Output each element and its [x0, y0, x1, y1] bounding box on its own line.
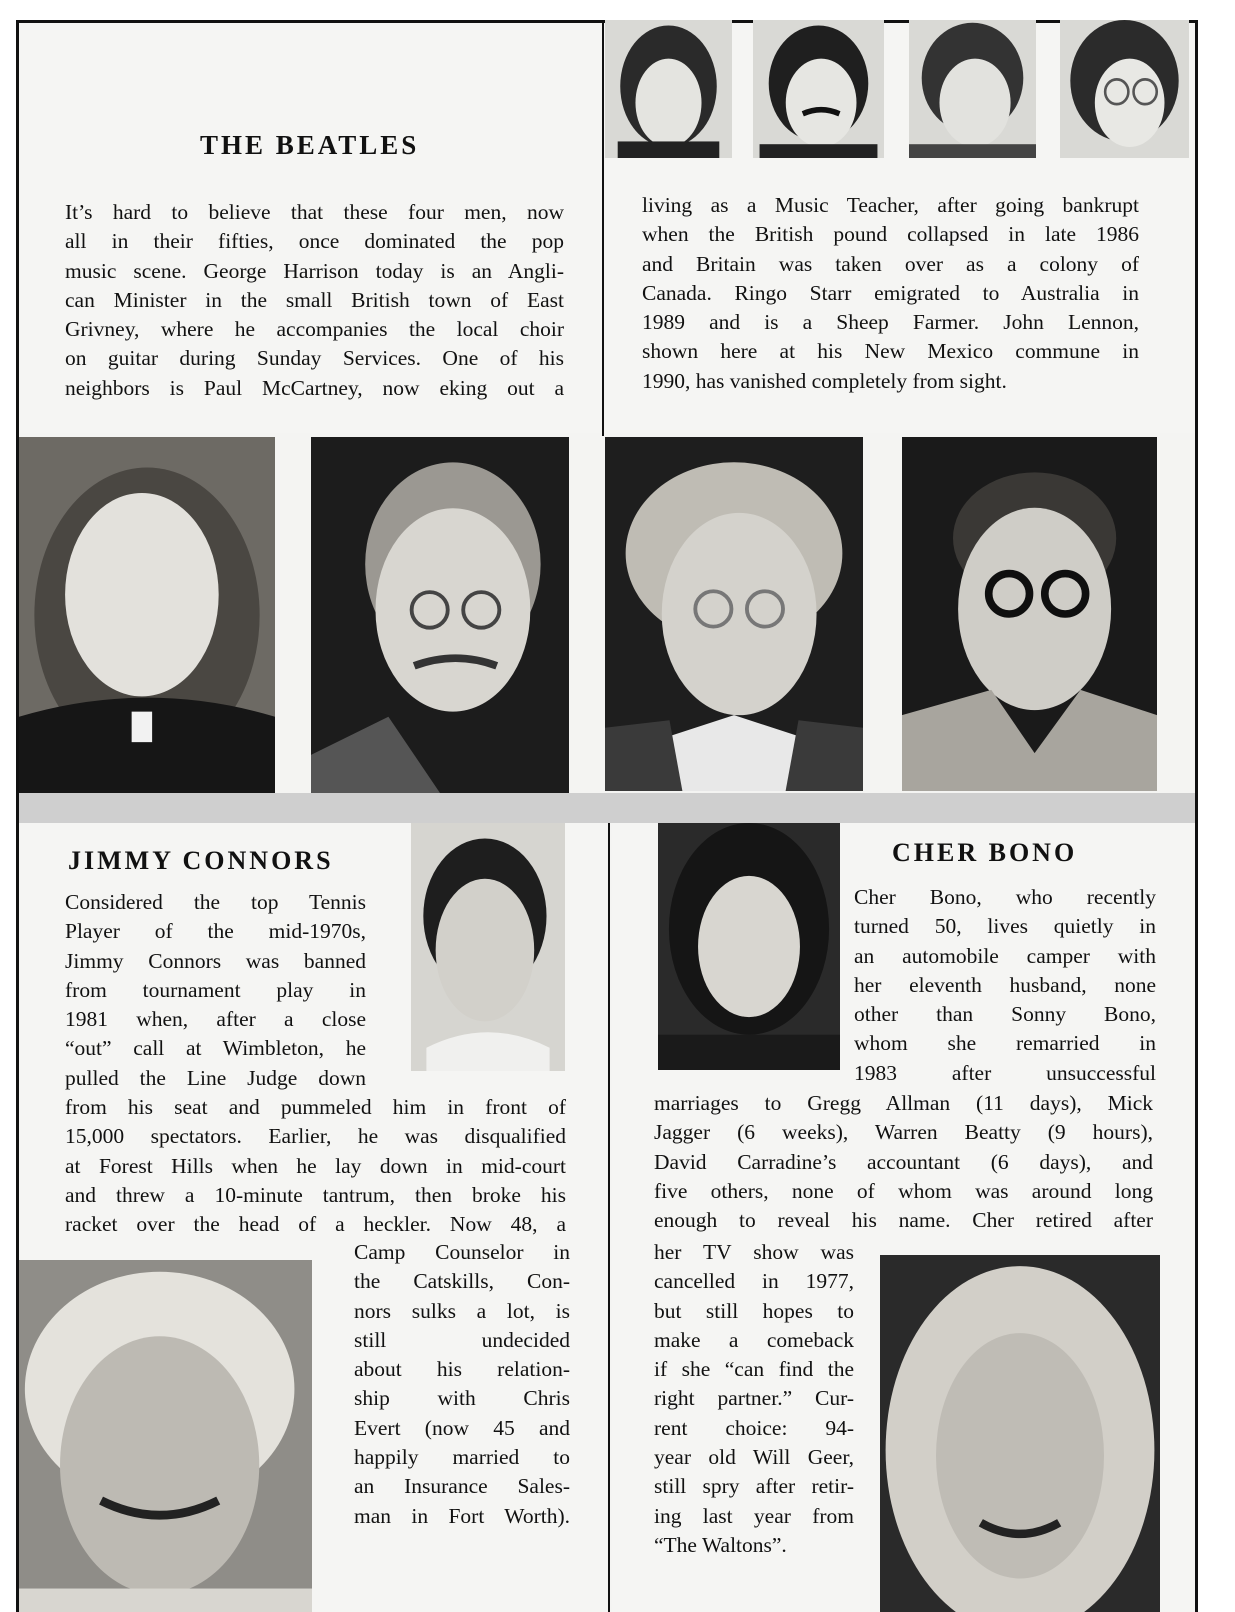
text-line: “out” call at Wimbleton, he: [65, 1036, 366, 1061]
connors-text-narrow: [65, 888, 366, 1093]
text-line: Player of the mid-1970s,: [65, 919, 366, 944]
text-line: Jagger (6 weeks), Warren Beatty (9 hours),: [654, 1120, 1153, 1145]
text-line: “The Waltons”.: [654, 1532, 787, 1557]
beatles-title: THE BEATLES: [200, 130, 420, 160]
text-line: her eleventh husband, none: [854, 972, 1156, 997]
text-line: still spry after retir-: [654, 1474, 854, 1499]
text-line: make a comeback: [654, 1327, 854, 1352]
text-line: David Carradine’s accountant (6 days), and: [654, 1149, 1153, 1174]
connors-title: JIMMY CONNORS: [68, 846, 334, 875]
text-line: an automobile camper with: [854, 943, 1156, 968]
photo-young-george: [605, 20, 732, 158]
text-line: neighbors is Paul McCartney, now eking out a: [65, 375, 564, 400]
text-line: year old Will Geer,: [654, 1445, 854, 1470]
cher-text-wide: [654, 1089, 1153, 1235]
photo-ringo-farmer: [605, 437, 863, 791]
photo-cher-older: [880, 1255, 1160, 1612]
beatles-text-right: [642, 191, 1139, 396]
photo-young-john: [1060, 20, 1189, 158]
text-line: if she “can find the: [654, 1357, 854, 1382]
text-line: when the British pound collapsed in late 1986: [642, 222, 1139, 247]
text-line: 1990, has vanished completely from sight.: [642, 368, 1007, 393]
text-line: her TV show was: [654, 1240, 854, 1264]
text-line: racket over the head of a heckler. Now 48, a: [65, 1212, 566, 1237]
text-line: right partner.” Cur-: [654, 1386, 854, 1411]
text-line: pulled the Line Judge down: [65, 1065, 366, 1090]
text-line: other than Sonny Bono,: [854, 1002, 1156, 1027]
text-line: 1983 after unsuccessful: [854, 1060, 1156, 1085]
section-band: [19, 793, 1195, 823]
photo-young-paul: [753, 20, 884, 158]
cher-text-bottom: [654, 1238, 854, 1560]
text-line: marriages to Gregg Allman (11 days), Mick: [654, 1091, 1153, 1115]
text-line: still undecided: [354, 1327, 570, 1352]
photo-john-commune: [902, 437, 1157, 791]
text-line: Canada. Ringo Starr emigrated to Australia in: [642, 280, 1139, 305]
column-divider-top: [602, 20, 604, 436]
text-line: enough to reveal his name. Cher retired after: [654, 1208, 1153, 1233]
text-line: can Minister in the small British town of East: [65, 287, 564, 312]
connors-text-bottom: [354, 1238, 570, 1531]
text-line: Cher Bono, who recently: [854, 885, 1156, 909]
text-line: the Catskills, Con-: [354, 1269, 570, 1294]
photo-young-cher: [658, 823, 840, 1070]
text-line: from his seat and pummeled him in front of: [65, 1095, 566, 1119]
text-line: Considered the top Tennis: [65, 890, 366, 914]
text-line: nors sulks a lot, is: [354, 1298, 570, 1323]
text-line: at Forest Hills when he lay down in mid-court: [65, 1153, 566, 1178]
text-line: 1989 and is a Sheep Farmer. John Lennon,: [642, 310, 1139, 335]
text-line: shown here at his New Mexico commune in: [642, 339, 1139, 364]
text-line: from tournament play in: [65, 977, 366, 1002]
cher-title: CHER BONO: [892, 838, 1078, 867]
photo-george-minister: [19, 437, 275, 793]
text-line: and Britain was taken over as a colony of: [642, 251, 1139, 276]
text-line: whom she remarried in: [854, 1031, 1156, 1056]
text-line: ing last year from: [654, 1503, 854, 1528]
text-line: happily married to: [354, 1445, 570, 1470]
cher-text-narrow: [854, 883, 1156, 1088]
text-line: Jimmy Connors was banned: [65, 948, 366, 973]
text-line: but still hopes to: [654, 1298, 854, 1323]
text-line: turned 50, lives quietly in: [854, 914, 1156, 939]
text-line: about his relation-: [354, 1357, 570, 1382]
text-line: 15,000 spectators. Earlier, he was disqualified: [65, 1124, 566, 1149]
text-line: man in Fort Worth).: [354, 1503, 570, 1528]
text-line: Evert (now 45 and: [354, 1415, 570, 1440]
text-line: five others, none of whom was around long: [654, 1178, 1153, 1203]
photo-connors-counselor: [19, 1260, 312, 1612]
photo-young-ringo: [909, 20, 1036, 158]
text-line: an Insurance Sales-: [354, 1474, 570, 1499]
text-line: music scene. George Harrison today is an Angli-: [65, 258, 564, 283]
column-divider-bottom: [608, 823, 610, 1612]
text-line: It’s hard to believe that these four men, now: [65, 200, 564, 224]
text-line: ship with Chris: [354, 1386, 570, 1411]
text-line: Grivney, where he accompanies the local choir: [65, 317, 564, 342]
text-line: 1981 when, after a close: [65, 1007, 366, 1032]
photo-young-connors: [411, 823, 565, 1071]
text-line: cancelled in 1977,: [654, 1269, 854, 1294]
photo-paul-teacher: [311, 437, 569, 793]
text-line: Camp Counselor in: [354, 1240, 570, 1264]
text-line: all in their fifties, once dominated the pop: [65, 229, 564, 254]
beatles-text-left: [65, 198, 564, 403]
text-line: and threw a 10-minute tantrum, then broke his: [65, 1182, 566, 1207]
text-line: on guitar during Sunday Services. One of his: [65, 346, 564, 371]
connors-text-wide: [65, 1093, 566, 1239]
text-line: rent choice: 94-: [654, 1415, 854, 1440]
text-line: living as a Music Teacher, after going bankrupt: [642, 193, 1139, 217]
